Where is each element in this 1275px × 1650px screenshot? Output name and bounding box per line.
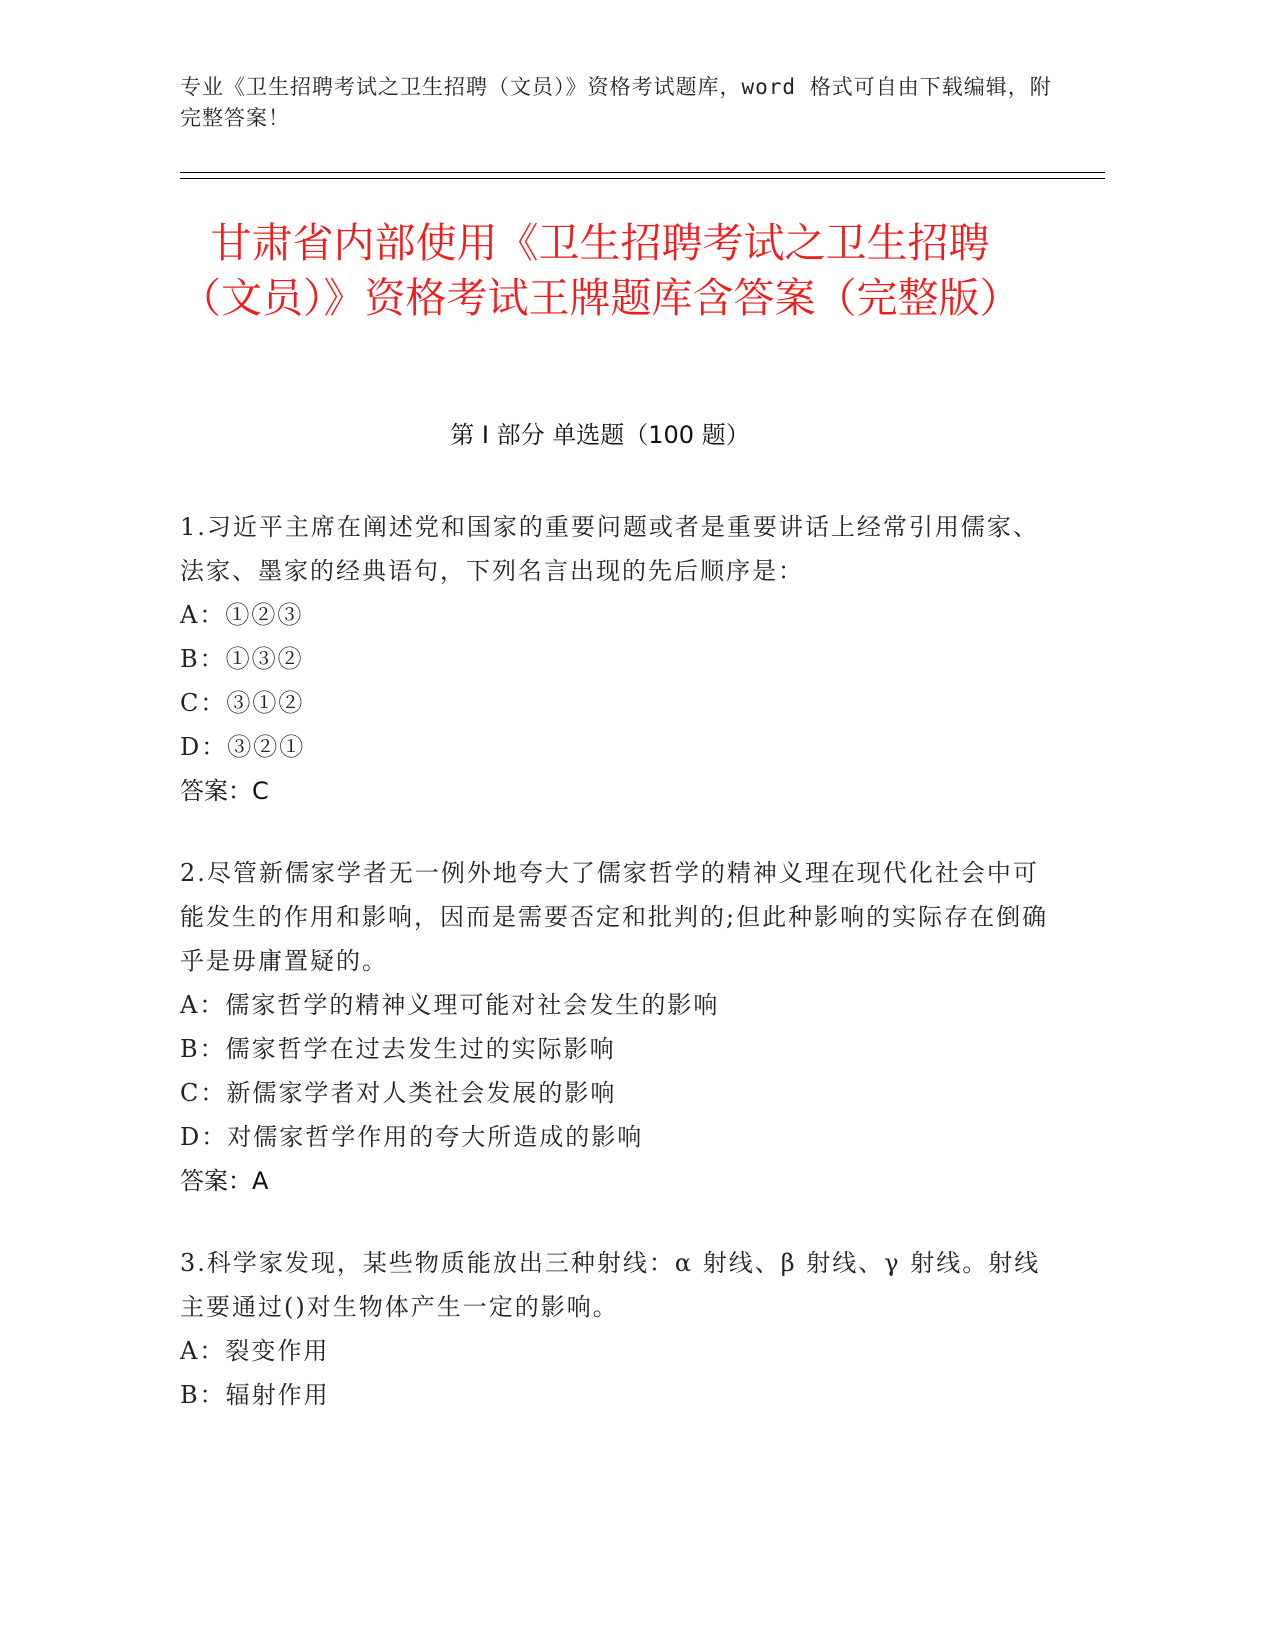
- section-title: 第 I 部分 单选题（100 题）: [450, 421, 750, 449]
- option-d: D：③②①: [180, 733, 306, 761]
- header-note: 专业《卫生招聘考试之卫生招聘（文员）》资格考试题库，word 格式可自由下载编辑，附完整答案！: [180, 75, 1052, 130]
- option-a: A：裂变作用: [180, 1337, 330, 1365]
- question-2: [180, 851, 1050, 1203]
- question-3: [180, 1241, 1050, 1417]
- option-b: B：辐射作用: [180, 1381, 330, 1409]
- question-stem: 3.科学家发现，某些物质能放出三种射线：α 射线、β 射线、γ 射线。射线主要通过()对生物体产生一定的影响。: [180, 1249, 1041, 1321]
- header-rule-top: [180, 172, 1105, 173]
- option-d: D：对儒家哲学作用的夸大所造成的影响: [180, 1123, 644, 1151]
- option-b: B：①③②: [180, 645, 304, 673]
- option-b: B：儒家哲学在过去发生过的实际影响: [180, 1035, 616, 1063]
- answer: 答案：C: [180, 777, 269, 805]
- option-a: A：儒家哲学的精神义理可能对社会发生的影响: [180, 991, 720, 1019]
- answer: 答案：A: [180, 1167, 269, 1195]
- question-1: [180, 505, 1050, 813]
- option-a: A：①②③: [180, 601, 304, 629]
- header-rule-bottom: [180, 178, 1105, 179]
- document-title: 甘肃省内部使用《卫生招聘考试之卫生招聘（文员）》资格考试王牌题库含答案（完整版）: [180, 219, 1021, 322]
- question-stem: 2.尽管新儒家学者无一例外地夸大了儒家哲学的精神义理在现代化社会中可能发生的作用和影响，因而是需要否定和批判的;但此种影响的实际存在倒确乎是毋庸置疑的。: [180, 859, 1049, 975]
- question-list: [180, 505, 1050, 1455]
- question-stem: 1.习近平主席在阐述党和国家的重要问题或者是重要讲话上经常引用儒家、法家、墨家的经典语句，下列名言出现的先后顺序是：: [180, 513, 1039, 585]
- option-c: C：③①②: [180, 689, 305, 717]
- option-c: C：新儒家学者对人类社会发展的影响: [180, 1079, 617, 1107]
